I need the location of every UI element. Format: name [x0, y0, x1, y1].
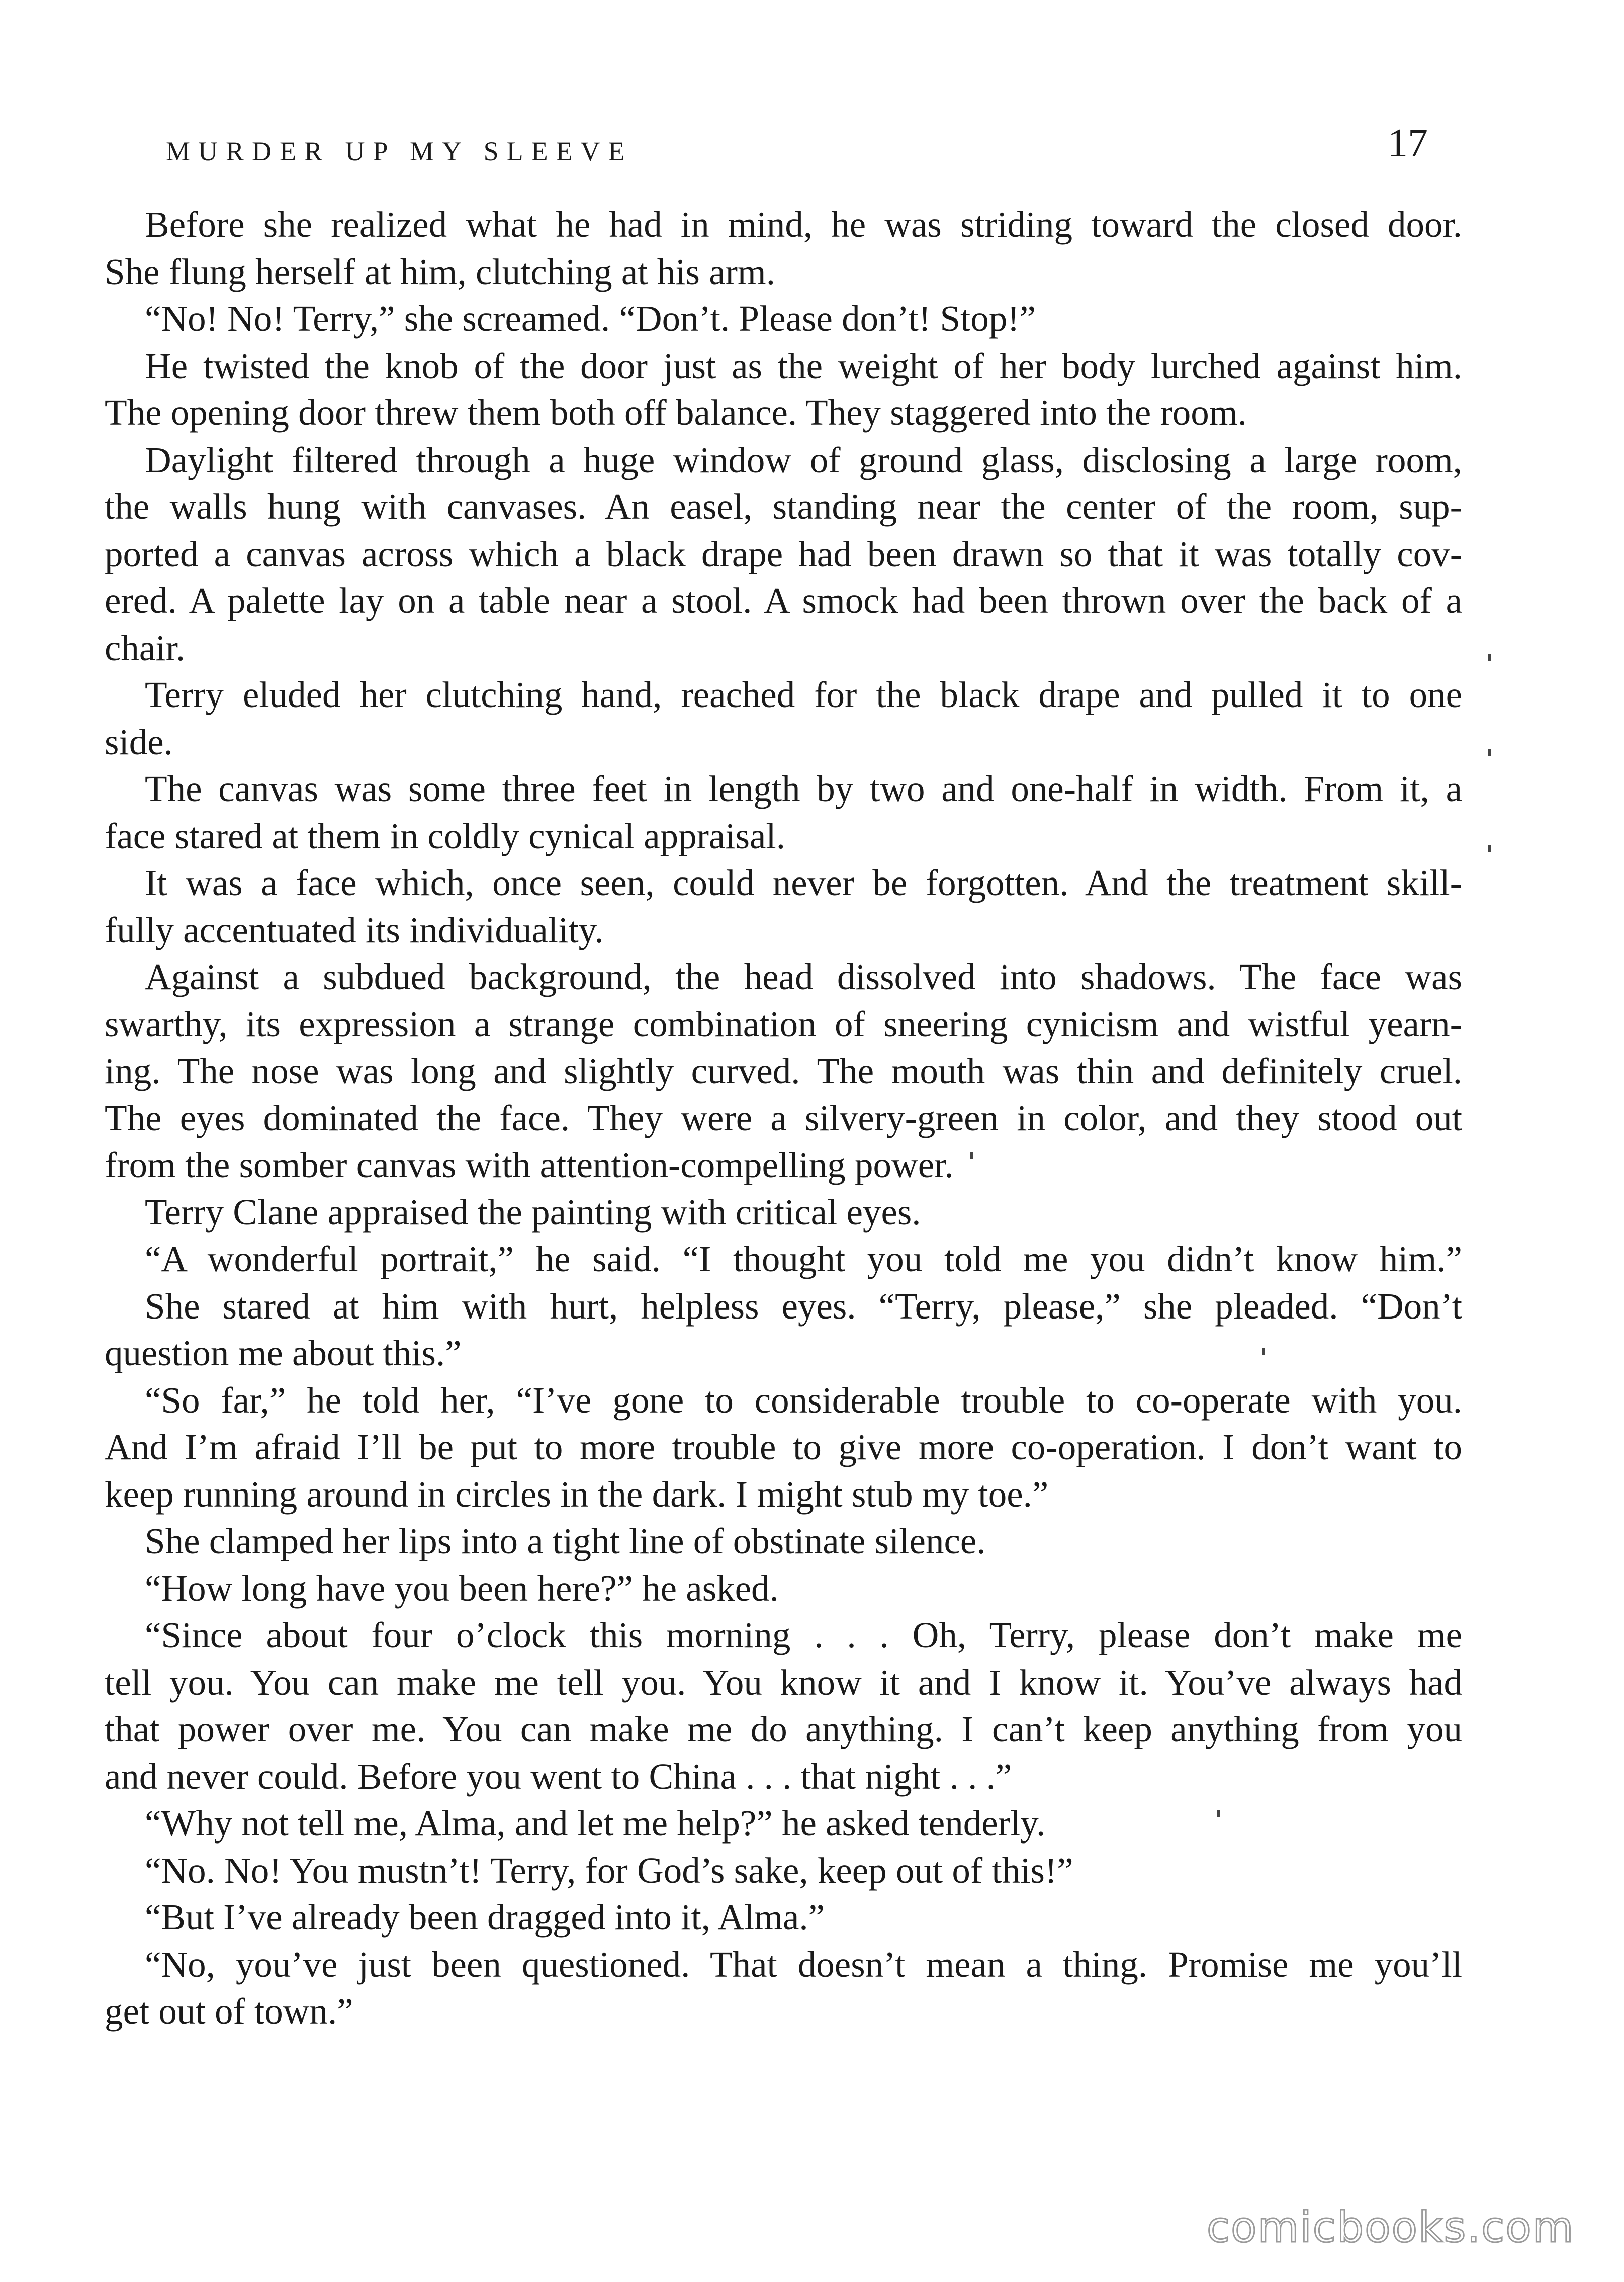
scan-speck — [1262, 1348, 1265, 1355]
text-line: swarthy, its expression a strange combination of sneering cynicism and wistful yearn- — [105, 1003, 1462, 1044]
text-line: Before she realized what he had in mind, he was striding toward the closed door. — [145, 204, 1462, 245]
text-line: ing. The nose was long and slightly curved. The mouth was thin and definitely cruel. — [105, 1050, 1462, 1091]
page-number: 17 — [1388, 121, 1428, 165]
text-line: “But I’ve already been dragged into it, Alma.” — [145, 1897, 825, 1938]
text-line: “How long have you been here?” he asked. — [145, 1567, 779, 1609]
scan-speck — [1488, 845, 1491, 852]
text-line: fully accentuated its individuality. — [105, 909, 604, 950]
text-line: The canvas was some three feet in length by two and one-half in width. From it, a — [145, 768, 1462, 809]
text-line: Against a subdued background, the head dissolved into shadows. The face was — [145, 956, 1462, 997]
text-line: “Since about four o’clock this morning . . . Oh, Terry, please don’t make me — [145, 1615, 1462, 1655]
text-line: Terry eluded her clutching hand, reached for the black drape and pulled it to one — [145, 674, 1462, 715]
watermark-logo: comicbooks.com — [1207, 2203, 1575, 2252]
text-line: face stared at them in coldly cynical appraisal. — [105, 815, 785, 856]
text-line: He twisted the knob of the door just as the weight of her body lurched against him. — [145, 345, 1462, 386]
text-line: ported a canvas across which a black drape had been drawn so that it was totally cov- — [105, 533, 1462, 574]
text-line: side. — [105, 721, 173, 762]
text-line: And I’m afraid I’ll be put to more trouble to give more co-operation. I don’t want to — [105, 1427, 1462, 1467]
text-line: She stared at him with hurt, helpless eyes. “Terry, please,” she pleaded. “Don’t — [145, 1285, 1462, 1327]
text-line: get out of town.” — [105, 1991, 353, 2032]
text-line: Daylight filtered through a huge window of ground glass, disclosing a large room, — [145, 439, 1462, 480]
scan-speck — [1488, 749, 1491, 756]
text-line: “A wonderful portrait,” he said. “I thought you told me you didn’t know him.” — [145, 1239, 1462, 1279]
text-line: She clamped her lips into a tight line of obstinate silence. — [145, 1521, 986, 1561]
text-line: keep running around in circles in the dark. I might stub my toe.” — [105, 1473, 1049, 1515]
text-line: chair. — [105, 627, 186, 668]
text-line: the walls hung with canvases. An easel, standing near the center of the room, sup- — [105, 486, 1462, 527]
text-line: question me about this.” — [105, 1333, 462, 1373]
text-line: tell you. You can make me tell you. You know it and I know it. You’ve always had — [105, 1661, 1462, 1703]
body-text — [105, 201, 1462, 2035]
text-line: “No. No! You mustn’t! Terry, for God’s sake, keep out of this!” — [145, 1850, 1073, 1891]
text-line: “No! No! Terry,” she screamed. “Don’t. Please don’t! Stop!” — [145, 298, 1036, 339]
scan-speck — [970, 1152, 973, 1159]
text-line: “No, you’ve just been questioned. That doesn’t mean a thing. Promise me you’ll — [145, 1944, 1462, 1985]
text-line: It was a face which, once seen, could never be forgotten. And the treatment skill- — [145, 862, 1462, 903]
text-line: that power over me. You can make me do anything. I can’t keep anything from you — [105, 1709, 1462, 1749]
text-line: She flung herself at him, clutching at his arm. — [105, 251, 775, 292]
text-line: The eyes dominated the face. They were a silvery-green in color, and they stood out — [105, 1097, 1462, 1138]
text-line: Terry Clane appraised the painting with critical eyes. — [145, 1191, 921, 1233]
text-line: ered. A palette lay on a table near a stool. A smock had been thrown over the back of a — [105, 580, 1462, 621]
running-head: MURDER UP MY SLEEVE — [166, 136, 633, 166]
text-line: “So far,” he told her, “I’ve gone to considerable trouble to co-operate with you. — [145, 1379, 1462, 1421]
scan-speck — [1217, 1810, 1220, 1817]
text-line: The opening door threw them both off balance. They staggered into the room. — [105, 392, 1247, 433]
text-line: from the somber canvas with attention-compelling power. — [105, 1145, 954, 1185]
scan-speck — [1488, 654, 1491, 661]
text-line: “Why not tell me, Alma, and let me help?” he asked tenderly. — [145, 1803, 1046, 1844]
text-line: and never could. Before you went to China . . . that night . . .” — [105, 1756, 1012, 1797]
